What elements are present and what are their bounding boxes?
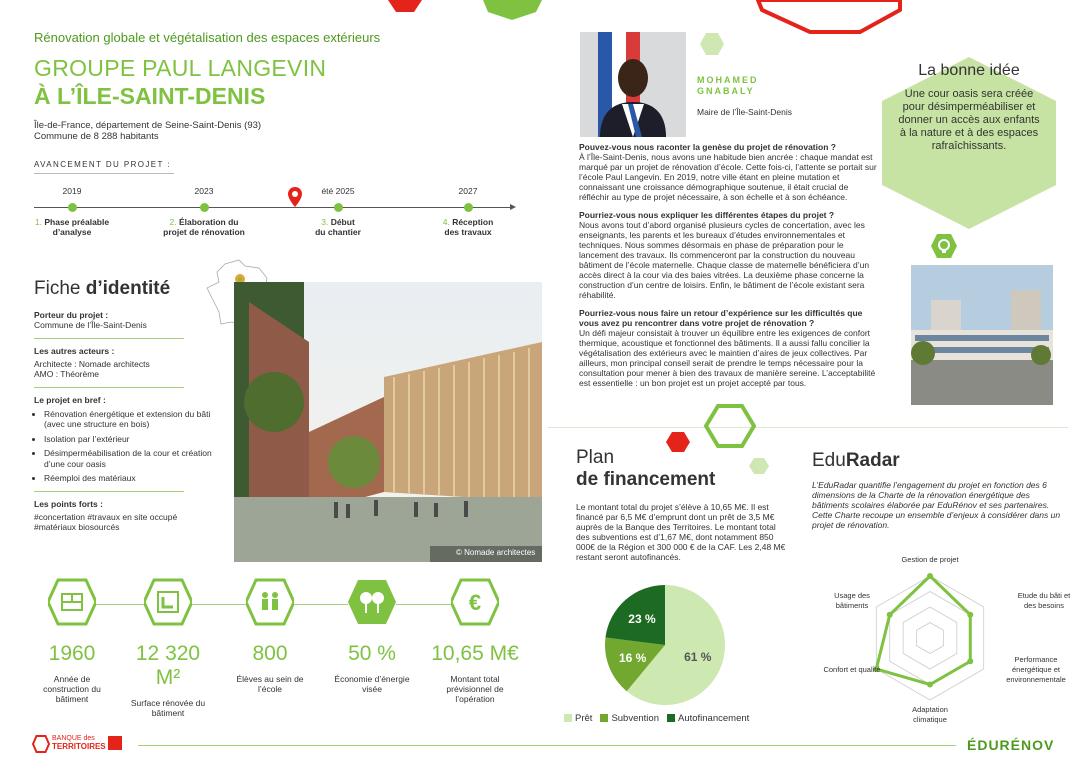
radar-axis-label: énergétique et xyxy=(1012,665,1060,674)
mayor-name: MOHAMED GNABALY xyxy=(697,75,759,96)
timeline-title-underline xyxy=(34,173,174,174)
kicker: Rénovation globale et végétalisation des espaces extérieurs xyxy=(34,30,381,45)
porteur-value: Commune de l’Île-Saint-Denis xyxy=(34,320,147,330)
timeline-step-label: 3. Début du chantier xyxy=(315,217,361,237)
timeline-step-label: 2. Élaboration du projet de rénovation xyxy=(163,217,245,237)
radar-axis-label: Etude du bâti et xyxy=(1017,591,1070,600)
red-hexagon-top xyxy=(388,0,422,12)
stat-label: Année de construction du bâtiment xyxy=(43,674,101,704)
project-rendering-photo xyxy=(234,282,542,562)
radar-point xyxy=(927,682,933,688)
acteurs-label: Les autres acteurs : xyxy=(34,345,115,356)
stat-label: Économie d’énergie visée xyxy=(334,674,410,694)
stat-label: Montant total prévisionnel de l’opération xyxy=(446,674,504,704)
radar-series xyxy=(876,576,970,685)
light-green-hexagon xyxy=(749,458,769,474)
interview-answer: À l’Île-Saint-Denis, nous avons une habitude bien ancrée : chaque mandat est marqué par un projet de rénovation d’école. Cette fois-ci, l’attente se portait sur l’école Paul Langevin. En 2019, notre ville étant en pleine mutation et connaissant une croissance démographique soutenue, il était crucial de réfléchir au type de projet nécessaire, à son échelle et à son échéance. xyxy=(579,152,877,202)
idea-title: La bonne idée xyxy=(918,62,1020,79)
square-meter-icon xyxy=(144,578,192,626)
bank-logo-text: BANQUE des TERRITOIRES xyxy=(52,735,106,751)
timeline xyxy=(34,160,524,240)
radar-axis-label: Gestion de projet xyxy=(901,555,959,564)
financing-title-line1: Plan xyxy=(576,447,615,468)
stat-value: 1960 xyxy=(48,642,96,665)
financing-pie-chart xyxy=(600,580,730,710)
stats-row xyxy=(24,578,544,718)
radar-point xyxy=(927,573,933,579)
timeline-dot xyxy=(200,203,209,212)
radar-point xyxy=(967,658,973,664)
interview-answer: Un défi majeur consistait à trouver un équilibre entre les exigences de confort thermique, acoustique et fonctionnel des bâtiments. Il a aussi fallu concilier la végétalisation des extérieurs avec le maintien d’aires de jeux collectives. Par ailleurs, mon principal conseil serait de prendre le temps nécessaire pour la consultation pour mener à bien des travaux de manière sereine. L’acceptabilité est essentielle : un bon projet est un projet accepté par tous. xyxy=(579,328,876,388)
bank-hexagon-logo xyxy=(32,735,50,753)
bref-item: • Rénovation énergétique et extension du bâti (avec une structure en bois) xyxy=(44,409,224,430)
acteurs-line2: AMO : Théorème xyxy=(34,369,100,379)
timeline-dot xyxy=(68,203,77,212)
interview-question: Pourriez-vous nous expliquer les différentes étapes du projet ? xyxy=(579,210,835,220)
financing-text: Le montant total du projet s’élève à 10,65 M€. Il est financé par 6,5 M€ d’emprunt dont un prêt de 3,5 M€ auprès de la Banque des Territoires. Le montant total des subventions est d’1,67 M€, dont notamment 850 000€ de la Région et 300 000 € de la CAF. Les 2,48 M€ restant seront autofinancés. xyxy=(576,502,786,562)
interview-question: Pouvez-vous nous raconter la genèse du projet de rénovation ? xyxy=(579,142,836,152)
pie-data-label: 16 % xyxy=(618,650,647,665)
trees-icon xyxy=(348,578,396,626)
divider xyxy=(34,338,184,339)
radar-axis-label: Adaptation xyxy=(912,705,948,714)
timeline-title: AVANCEMENT DU PROJET : xyxy=(34,160,171,169)
timeline-step-label: 4. Réception des travaux xyxy=(442,217,494,237)
timeline-year: 2023 xyxy=(194,186,214,196)
stat-item xyxy=(225,578,315,694)
caisse-logo-icon xyxy=(108,736,122,750)
acteurs-line1: Architecte : Nomade architects xyxy=(34,358,150,369)
interview-qa xyxy=(579,142,879,396)
stat-value: 12 320 M² xyxy=(135,642,201,689)
forts-line1: #concertation #travaux en site occupé xyxy=(34,511,178,522)
location-pin-icon xyxy=(288,187,302,207)
brick-wall-icon xyxy=(48,578,96,626)
bref-item: • Réemploi des matériaux xyxy=(44,473,224,484)
bref-item: • Isolation par l’extérieur xyxy=(44,434,224,445)
radar-grid xyxy=(917,623,944,654)
timeline-step-label: 1. Phase préalable d’analyse xyxy=(34,217,110,237)
stat-value: 800 xyxy=(252,642,288,665)
stat-item xyxy=(123,578,213,718)
radar-axis-label: Confort et qualité xyxy=(823,665,881,674)
legend-item: Subvention xyxy=(600,713,659,724)
bref-item: • Désimperméabilisation de la cour et création d’une cour oasis xyxy=(44,448,224,469)
interview-question: Pourriez-vous nous faire un retour d’expérience sur les difficultés que vous avez pu rencontrer dans votre projet de rénovation ? xyxy=(579,308,863,328)
eduradar-chart xyxy=(800,550,1070,730)
financing-title-line2: de financement xyxy=(576,469,716,490)
stat-item xyxy=(327,578,417,694)
legend-item: Prêt xyxy=(564,713,592,724)
divider xyxy=(34,491,184,492)
page-title-line2: À L’ÎLE-SAINT-DENIS xyxy=(34,83,266,109)
pie-data-label: 23 % xyxy=(628,611,656,626)
green-outline-hexagon xyxy=(706,406,754,446)
stat-value: 50 % xyxy=(348,642,396,665)
timeline-year: 2027 xyxy=(458,186,478,196)
euro-icon xyxy=(451,578,499,626)
interview-answer: Nous avons tout d’abord organisé plusieurs cycles de concertation, avec les enseignants, les parents et les bureaux d’études environnementales et techniques. Nous sommes désormais en phase de préparation pour le lancement des travaux. Ils commenceront par la construction du nouveau bâtiment de l’école maternelle. Chaque classe de maternelle bénéficiera d’un accès direct à la cour via des baies vitrées. La deuxième phase concerne la construction d’un centre de loisirs. Enfin, le bâtiment de l’école existant sera réhabilité. xyxy=(579,220,870,300)
bref-list xyxy=(34,409,224,484)
radar-axis-label: Usage des xyxy=(834,591,870,600)
mayor-role: Maire de l’Île-Saint-Denis xyxy=(697,107,792,117)
eduradar-text: L’EduRadar quantifie l’engagement du projet en fonction des 6 dimensions de la Charte de la rénovation énergétique des bâtiments scolaires élaborée par EduRénov et ses partenaires. Cette Charte recoupe un ensemble d’enjeux à considérer dans un projet de rénovation. xyxy=(812,480,1061,530)
idea-hexagon-icon xyxy=(930,233,958,259)
timeline-year: été 2025 xyxy=(321,186,355,196)
radar-grid xyxy=(876,576,983,700)
radar-grid xyxy=(903,607,957,669)
legend-swatch xyxy=(600,714,608,722)
stat-item xyxy=(430,578,520,704)
timeline-dot xyxy=(334,203,343,212)
photo-credit: © Nomade architectes xyxy=(456,548,536,557)
green-hexagon-top xyxy=(483,0,542,20)
mayor-photo xyxy=(580,32,686,137)
radar-axis-label: des besoins xyxy=(1023,601,1065,610)
stat-label: Surface rénovée du bâtiment xyxy=(130,698,206,718)
radar-grid xyxy=(890,592,971,685)
forts-line2: #matériaux biosourcés xyxy=(34,522,120,532)
legend-swatch xyxy=(667,714,675,722)
idea-text: Une cour oasis sera créée pour désimperméabiliser et donner un accès aux enfants à la nature et à des espaces rafraîchissants. xyxy=(898,88,1040,152)
radar-point xyxy=(967,612,973,618)
divider xyxy=(34,387,184,388)
pie-legend xyxy=(564,713,757,724)
timeline-axis xyxy=(34,207,512,208)
timeline-year: 2019 xyxy=(62,186,82,196)
red-outline-hexagon-top xyxy=(758,0,900,32)
location-line1: Île-de-France, département de Seine-Saint-Denis (93) xyxy=(34,120,262,131)
legend-item: Autofinancement xyxy=(667,713,749,724)
stat-label: Élèves au sein de l’école xyxy=(236,674,304,694)
bref-label: Le projet en bref : xyxy=(34,394,106,405)
location-line2: Commune de 8 288 habitants xyxy=(34,131,159,142)
timeline-dot xyxy=(464,203,473,212)
footer-line xyxy=(138,745,956,746)
svg-text:€: € xyxy=(468,590,482,615)
legend-swatch xyxy=(564,714,572,722)
page-title: GROUPE PAUL LANGEVIN xyxy=(34,55,327,81)
small-green-hexagon xyxy=(700,32,724,56)
radar-axis-label: environnementale xyxy=(1006,675,1066,684)
radar-point xyxy=(887,612,893,618)
edurenov-logo: ÉDURÉNOV xyxy=(967,737,1055,753)
stat-value: 10,65 M€ xyxy=(431,642,519,665)
pie-data-label: 61 % xyxy=(684,649,712,664)
radar-axis-label: bâtiments xyxy=(835,601,869,610)
radar-axis-label: Performance xyxy=(1014,655,1058,664)
children-icon xyxy=(246,578,294,626)
eduradar-title: EduRadar xyxy=(812,450,900,471)
radar-axis-label: climatique xyxy=(913,715,947,724)
stat-item xyxy=(27,578,117,704)
horizontal-divider xyxy=(548,427,1068,428)
porteur-label: Porteur du projet : xyxy=(34,310,109,320)
timeline-arrow-icon xyxy=(510,204,516,210)
forts-label: Les points forts : xyxy=(34,498,103,509)
school-courtyard-photo xyxy=(911,265,1053,405)
identity-title: Fiche d’identité xyxy=(34,278,171,299)
